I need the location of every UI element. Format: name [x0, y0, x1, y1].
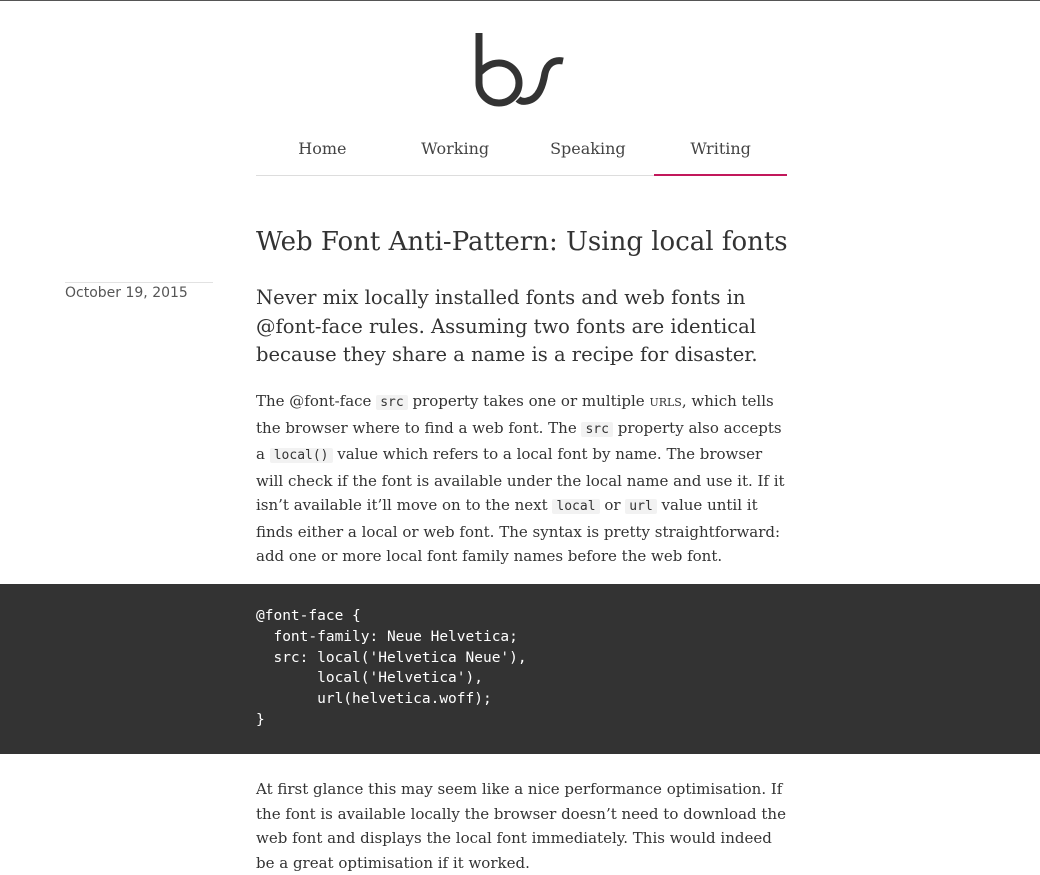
- inline-code: local(): [270, 448, 333, 463]
- text-segment: The @font-face: [256, 392, 377, 410]
- code-content: @font-face { font-family: Neue Helvetica; src: local('Helvetica Neue'), local('Helvetica'), url(helvetica.woff); }: [256, 608, 527, 728]
- nav-home[interactable]: Home: [298, 139, 347, 158]
- smallcaps-text: urls: [649, 392, 682, 410]
- nav-working[interactable]: Working: [421, 139, 490, 158]
- text-segment: , which tells the browser where to find a web font. The: [256, 392, 774, 437]
- inline-code: src: [376, 395, 407, 410]
- nav-speaking[interactable]: Speaking: [550, 139, 626, 158]
- article-lede: Never mix locally installed fonts and web fonts in @font-face rules. Assuming two fonts are identical because they share a name is a recipe for disaster.: [256, 286, 758, 366]
- inline-code: local: [552, 499, 599, 514]
- nav-writing[interactable]: Writing: [654, 127, 787, 175]
- text-segment: value which refers to a local font by name. The browser will check if the font is available under the local name and use it. If it isn’t available it’ll move on to the next: [256, 445, 785, 514]
- text-segment: property also accepts a: [256, 418, 782, 463]
- inline-code: src: [581, 422, 612, 437]
- article-title: Web Font Anti-Pattern: Using local fonts: [256, 227, 788, 257]
- code-block: [0, 584, 1040, 754]
- article-paragraph-2: At first glance this may seem like a nice performance optimisation. If the font is available locally the browser doesn’t need to download the web font and displays the local font immediately. This would indeed be a great optimisation if it worked.: [256, 780, 786, 872]
- inline-code: url: [625, 499, 656, 514]
- text-segment: value until it finds either a local or web font. The syntax is pretty straightforward: add one or more local font family names before the web font.: [256, 496, 781, 565]
- main-nav: [256, 127, 787, 176]
- site-logo[interactable]: [471, 31, 571, 107]
- text-segment: property takes one or multiple: [407, 392, 650, 410]
- date-divider: [65, 282, 213, 283]
- article-paragraph-1: [256, 389, 791, 569]
- article-date: October 19, 2015: [65, 285, 188, 301]
- bs-logo-icon: [471, 31, 571, 107]
- text-segment: or: [599, 496, 626, 514]
